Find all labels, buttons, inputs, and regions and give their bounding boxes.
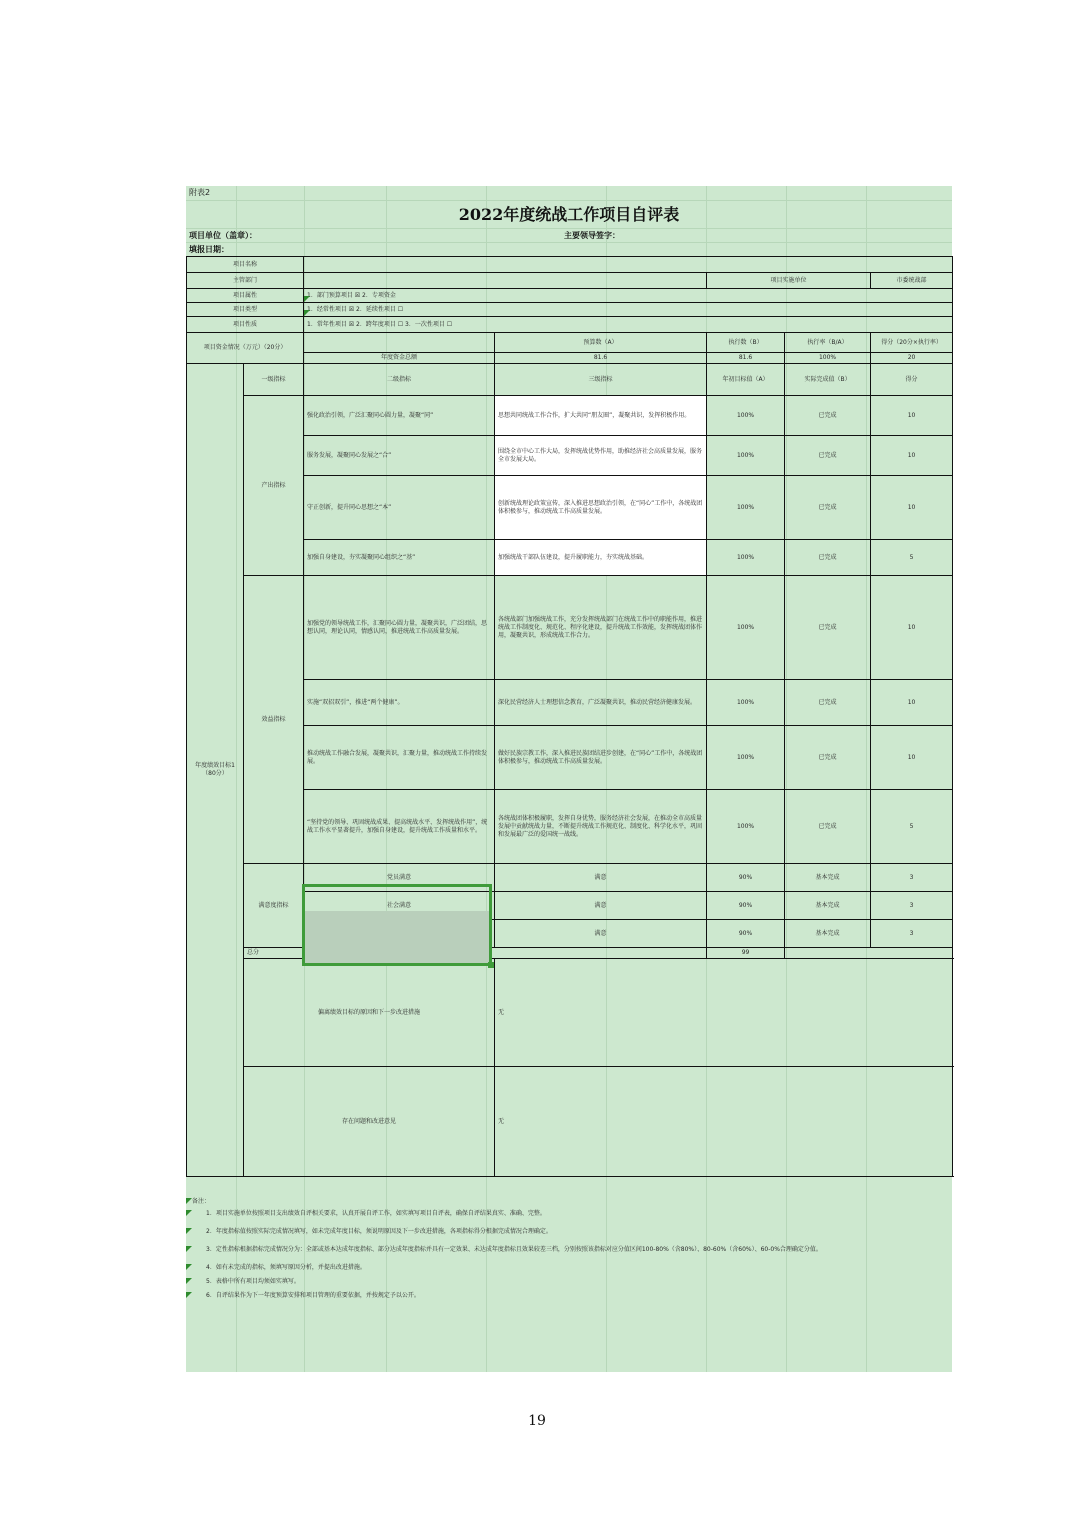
table-row-target[interactable]: 100% [707,790,785,864]
date-label: 填报日期： [189,245,229,254]
header-actual: 实际完成值（B） [785,364,871,396]
analysis-label: 偏离绩效目标的原因和下一步改进措施 [244,959,495,1067]
table-row-score[interactable]: 10 [871,726,953,790]
table-row-target[interactable]: 100% [707,396,785,436]
notes-header: 备注： [192,1198,211,1205]
note-item: 3．定性指标根据指标完成情况分为：全部或基本达成年度指标、部分达成年度指标并具有一定效果、未达成年度指标且效果较差三档，分别按照该指标对应分值区间100-80%（含80%）、80-60%（含60%）、60-0%合理确定分值。 [206,1246,822,1253]
satis-row-target[interactable]: 90% [707,892,785,920]
satis-row-score[interactable]: 3 [871,920,953,948]
nature-value[interactable]: 1．常年性项目 ☒ 2．跨年度项目 ☐ 3．一次性项目 ☐ [304,317,953,333]
exec-value[interactable]: 81.6 [707,353,785,364]
note-item: 1．项目实施单位按照项目支出绩效自评相关要求，认真开展自评工作，如实填写项目自评表，确保自评结果真实、准确、完整。 [206,1210,546,1217]
rate-header: 执行率（B/A） [785,333,871,353]
table-row-l3[interactable]: 加强统战干部队伍建设，提升履职能力，夯实统战基础。 [495,540,707,576]
comment-marker-icon[interactable] [304,310,310,316]
fill-handle[interactable] [488,962,494,968]
spreadsheet-page [186,186,952,1372]
header-score: 得分 [871,364,953,396]
evaluation-table [186,256,953,1177]
impl-unit-label: 项目实施单位 [707,273,871,289]
satis-row-score[interactable]: 3 [871,892,953,920]
score-value[interactable]: 20 [871,353,953,364]
table-row-score[interactable]: 5 [871,540,953,576]
header-target: 年初目标值（A） [707,364,785,396]
table-row-target[interactable]: 100% [707,726,785,790]
rate-value[interactable]: 100% [785,353,871,364]
table-row-target[interactable]: 100% [707,576,785,680]
project-name-value[interactable] [304,257,953,273]
table-row-actual[interactable]: 已完成 [785,436,871,476]
header-l1: 一级指标 [244,364,304,396]
table-row-target[interactable]: 100% [707,680,785,726]
table-row-actual[interactable]: 已完成 [785,476,871,540]
type-label: 项目类型 [187,303,304,317]
goal-label: 年度绩效目标1（80分） [187,364,244,1177]
table-row-actual[interactable]: 已完成 [785,726,871,790]
table-row-score[interactable]: 10 [871,680,953,726]
comment-marker-icon [186,1264,192,1270]
note-item: 2．年度指标值按照实际完成情况填写，如未完成年度目标，须说明原因及下一步改进措施，各项指标得分根据完成情况合理确定。 [206,1228,552,1235]
table-row-l2[interactable]: 服务发展，凝聚同心发展之“合” [304,436,495,476]
output-indicator-label: 产出指标 [244,396,304,576]
total-blank [785,948,953,959]
table-row-actual[interactable]: 已完成 [785,396,871,436]
active-cell-selection[interactable] [302,884,492,966]
table-row-score[interactable]: 10 [871,576,953,680]
budget-header: 预算数（A） [495,333,707,353]
nature-label: 项目性质 [187,317,304,333]
table-row-score[interactable]: 10 [871,476,953,540]
comment-marker-icon[interactable] [304,296,310,302]
unit-label: 项目单位（盖章）： [189,231,257,240]
table-row-actual[interactable]: 已完成 [785,680,871,726]
attachment-label: 附表2 [189,188,211,197]
attr-label: 项目属性 [187,289,304,303]
comment-marker-icon [186,1228,192,1234]
table-row-target[interactable]: 100% [707,540,785,576]
table-row-l3[interactable]: 各统战团体积极履职，发挥自身优势，服务经济社会发展，在推动全市高质量发展中贡献统战力量，不断提升统战工作规范化、制度化、科学化水平，巩固和发展最广泛的爱国统一战线。 [495,790,707,864]
table-row-l2[interactable]: 加强自身建设，夯实凝聚同心组织之“基” [304,540,495,576]
satisfaction-indicator-label: 满意度指标 [244,864,304,948]
selection-shade [305,939,489,963]
table-row-l3[interactable]: 围绕全市中心工作大局，发挥统战优势作用，助推经济社会高质量发展，服务全市发展大局。 [495,436,707,476]
table-row-actual[interactable]: 已完成 [785,576,871,680]
satis-row-l3[interactable]: 满意 [495,920,707,948]
analysis-value[interactable]: 无 [495,959,953,1067]
table-row-actual[interactable]: 已完成 [785,790,871,864]
table-row-l3[interactable]: 思想共同统战工作合作，扩大共同“朋友圈”，凝聚共识，发挥积极作用。 [495,396,707,436]
table-row-target[interactable]: 100% [707,436,785,476]
total-value[interactable]: 99 [707,948,785,959]
table-row-target[interactable]: 100% [707,476,785,540]
comment-marker-icon [186,1210,192,1216]
comment-marker-icon [186,1278,192,1284]
total-label: 总分 [244,948,707,959]
table-row-l3[interactable]: 各统战部门加强统战工作，充分发挥统战部门在统战工作中的职能作用，推进统战工作制度化、规范化、程序化建设，提升统战工作效能，发挥统战团体作用，凝聚共识，形成统战工作合力。 [495,576,707,680]
table-row-score[interactable]: 10 [871,396,953,436]
dept-value[interactable] [304,273,707,289]
selection-shade [305,911,489,939]
attr-value[interactable]: 1．部门预算项目 ☒ 2．专项资金 [304,289,953,303]
satis-row-l3[interactable]: 满意 [495,864,707,892]
issues-value[interactable]: 无 [495,1067,953,1177]
satis-row-l2[interactable]: 社会满意 [304,892,495,920]
dept-label: 主管部门 [187,273,304,289]
table-row-l2[interactable]: “坚持党的领导、巩固统战成果、提高统战水平、发挥统战作用”，统战工作水平显著提升，加强自身建设，提升统战工作质量和水平。 [304,790,495,864]
satis-row-actual[interactable]: 基本完成 [785,920,871,948]
table-row-l2[interactable]: 推动统战工作融合发展，凝聚共识，汇聚力量，推动统战工作持续发展。 [304,726,495,790]
sheet-title: 2022年度统战工作项目自评表 [458,205,680,224]
satis-row-score[interactable]: 3 [871,864,953,892]
table-row-l2[interactable]: 加强党的领导统战工作，汇聚同心圆力量，凝聚共识，广泛团结，思想认同，理论认同，情感认同，推进统战工作高质量发展。 [304,576,495,680]
satis-row-actual[interactable]: 基本完成 [785,864,871,892]
note-item: 6．自评结果作为下一年度预算安排和项目管理的重要依据，并按规定予以公开。 [206,1292,420,1299]
satis-row-target[interactable]: 90% [707,864,785,892]
issues-label: 存在问题和改进意见 [244,1067,495,1177]
notes-section [186,1198,952,1300]
satis-row-target[interactable]: 90% [707,920,785,948]
table-row-score[interactable]: 5 [871,790,953,864]
comment-marker-icon [186,1198,192,1204]
exec-header: 执行数（B） [707,333,785,353]
funds-row-label: 年度资金总额 [304,353,495,364]
effect-indicator-label: 效益指标 [244,576,304,864]
score-header: 得分（20分×执行率） [871,333,953,353]
comment-marker-icon [186,1292,192,1298]
note-item: 5．表格中所有项目均须如实填写。 [206,1278,300,1285]
impl-unit-value[interactable]: 市委统战部 [871,273,953,289]
table-row-l2[interactable]: 实施“双招双引”，推进“两个健康”。 [304,680,495,726]
funds-label: 项目资金情况（万元）（20分） [187,333,304,364]
page-number: 19 [528,1413,546,1429]
table-row-l3[interactable]: 创新统战理论政策宣传，深入推进思想政治引领，在“同心”工作中，各统战团体积极参与，推动统战工作高质量发展。 [495,476,707,540]
table-row-l3[interactable]: 深化民营经济人士理想信念教育，广泛凝聚共识，推动民营经济健康发展。 [495,680,707,726]
header-l3: 三级指标 [495,364,707,396]
satis-row-l3[interactable]: 满意 [495,892,707,920]
type-value[interactable]: 1．经常性项目 ☒ 2．延续性项目 ☐ [304,303,953,317]
satis-row-l2[interactable]: 党员满意 [304,864,495,892]
table-row-l2[interactable]: 强化政治引领，广泛汇聚同心圆力量，凝聚“同” [304,396,495,436]
funds-blank [304,333,495,353]
leader-label: 主要领导签字： [564,231,620,240]
header-l2: 二级指标 [304,364,495,396]
budget-value[interactable]: 81.6 [495,353,707,364]
table-row-score[interactable]: 10 [871,436,953,476]
note-item: 4．如有未完成的指标，须填写原因分析，并提出改进措施。 [206,1264,366,1271]
satis-row-actual[interactable]: 基本完成 [785,892,871,920]
table-row-l3[interactable]: 做好民族宗教工作，深入推进民族团结进步创建，在“同心”工作中，各统战团体积极参与，推动统战工作高质量发展。 [495,726,707,790]
table-row-l2[interactable]: 守正创新，提升同心思想之“本” [304,476,495,540]
table-row-actual[interactable]: 已完成 [785,540,871,576]
comment-marker-icon [186,1246,192,1252]
project-name-label: 项目名称 [187,257,304,273]
